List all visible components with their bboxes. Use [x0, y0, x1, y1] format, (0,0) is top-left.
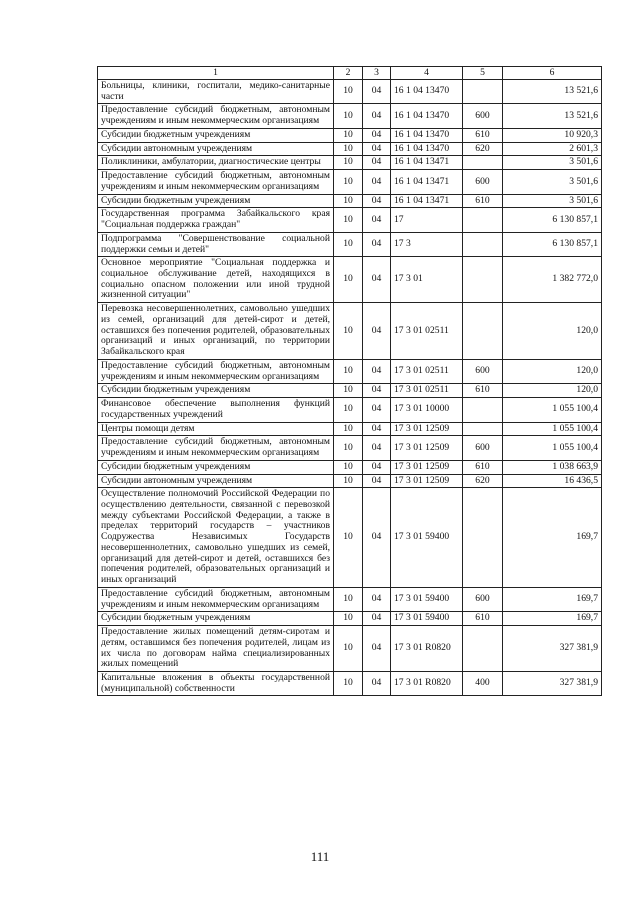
item-name-cell: Государственная программа Забайкальского края "Социальная поддержка граждан" [98, 208, 334, 232]
expense-type-cell [463, 257, 503, 303]
amount-cell: 120,0 [503, 303, 602, 360]
table-row [98, 80, 602, 104]
subsection-cell: 04 [363, 422, 391, 436]
target-article-cell: 17 3 01 12509 [391, 422, 463, 436]
table-row [98, 488, 602, 588]
section-cell: 10 [334, 156, 363, 170]
target-article-cell: 16 1 04 13470 [391, 80, 463, 104]
section-cell: 10 [334, 104, 363, 128]
item-name-cell: Подпрограмма "Совершенствование социальной поддержки семьи и детей" [98, 232, 334, 256]
section-cell: 10 [334, 257, 363, 303]
amount-cell: 3 501,6 [503, 194, 602, 208]
table-row [98, 626, 602, 672]
table-row [98, 384, 602, 398]
item-name-cell: Субсидии бюджетным учреждениям [98, 384, 334, 398]
table-row [98, 142, 602, 156]
expense-type-cell: 610 [463, 384, 503, 398]
expense-type-cell [463, 422, 503, 436]
subsection-cell: 04 [363, 128, 391, 142]
section-cell: 10 [334, 398, 363, 422]
section-cell: 10 [334, 422, 363, 436]
expense-type-cell: 600 [463, 170, 503, 194]
target-article-cell: 16 1 04 13471 [391, 156, 463, 170]
table-row [98, 422, 602, 436]
table-row [98, 474, 602, 488]
item-name-cell: Больницы, клиники, госпитали, медико-санитарные части [98, 80, 334, 104]
amount-cell: 327 381,9 [503, 671, 602, 695]
expense-type-cell [463, 303, 503, 360]
expense-type-cell [463, 488, 503, 588]
expense-type-cell: 600 [463, 359, 503, 383]
subsection-cell: 04 [363, 460, 391, 474]
section-cell: 10 [334, 80, 363, 104]
expense-type-cell [463, 208, 503, 232]
section-cell: 10 [334, 359, 363, 383]
expense-type-cell: 400 [463, 671, 503, 695]
subsection-cell: 04 [363, 80, 391, 104]
item-name-cell: Предоставление субсидий бюджетным, автономным учреждениям и иным некоммерческим организациям [98, 104, 334, 128]
section-cell: 10 [334, 488, 363, 588]
subsection-cell: 04 [363, 170, 391, 194]
target-article-cell: 17 3 01 12509 [391, 436, 463, 460]
expense-type-cell: 600 [463, 436, 503, 460]
section-cell: 10 [334, 474, 363, 488]
subsection-cell: 04 [363, 384, 391, 398]
expense-type-cell: 600 [463, 587, 503, 611]
target-article-cell: 17 3 01 12509 [391, 474, 463, 488]
expense-type-cell [463, 80, 503, 104]
expense-type-cell: 620 [463, 474, 503, 488]
amount-cell: 6 130 857,1 [503, 232, 602, 256]
header-row [98, 67, 602, 80]
subsection-cell: 04 [363, 232, 391, 256]
amount-cell: 169,7 [503, 612, 602, 626]
subsection-cell: 04 [363, 612, 391, 626]
table-row [98, 257, 602, 303]
amount-cell: 2 601,3 [503, 142, 602, 156]
target-article-cell: 17 3 01 [391, 257, 463, 303]
table-row [98, 303, 602, 360]
header-cell: 1 [98, 67, 334, 80]
table-row [98, 612, 602, 626]
item-name-cell: Предоставление субсидий бюджетным, автономным учреждениям и иным некоммерческим организациям [98, 170, 334, 194]
item-name-cell: Осуществление полномочий Российской Федерации по осуществлению деятельности, связанной с перевозкой между субъектами Российской Федерации, а также в пределах территорий государств – участников Содружества Независимых Государств несовершеннолетних, самовольно ушедших из семей, организаций для детей-сирот и детей, оставшихся без попечения родителей, образовательных организаций и иных организаций [98, 488, 334, 588]
table-row [98, 128, 602, 142]
expense-type-cell: 620 [463, 142, 503, 156]
header-cell: 4 [391, 67, 463, 80]
section-cell: 10 [334, 303, 363, 360]
section-cell: 10 [334, 612, 363, 626]
subsection-cell: 04 [363, 671, 391, 695]
item-name-cell: Центры помощи детям [98, 422, 334, 436]
section-cell: 10 [334, 194, 363, 208]
section-cell: 10 [334, 626, 363, 672]
section-cell: 10 [334, 671, 363, 695]
item-name-cell: Субсидии бюджетным учреждениям [98, 128, 334, 142]
expense-type-cell: 610 [463, 128, 503, 142]
subsection-cell: 04 [363, 303, 391, 360]
item-name-cell: Субсидии бюджетным учреждениям [98, 194, 334, 208]
amount-cell: 169,7 [503, 488, 602, 588]
item-name-cell: Предоставление жилых помещений детям-сиротам и детям, оставшимся без попечения родителей, лицам из их числа по договорам найма специализированных жилых помещений [98, 626, 334, 672]
item-name-cell: Финансовое обеспечение выполнения функций государственных учреждений [98, 398, 334, 422]
table-row [98, 208, 602, 232]
item-name-cell: Субсидии бюджетным учреждениям [98, 460, 334, 474]
amount-cell: 1 055 100,4 [503, 422, 602, 436]
amount-cell: 1 382 772,0 [503, 257, 602, 303]
table-body [98, 80, 602, 696]
subsection-cell: 04 [363, 257, 391, 303]
item-name-cell: Субсидии бюджетным учреждениям [98, 612, 334, 626]
target-article-cell: 17 3 01 R0820 [391, 626, 463, 672]
target-article-cell: 17 3 01 59400 [391, 612, 463, 626]
subsection-cell: 04 [363, 104, 391, 128]
header-cell: 6 [503, 67, 602, 80]
header-cell: 2 [334, 67, 363, 80]
amount-cell: 120,0 [503, 359, 602, 383]
item-name-cell: Субсидии автономным учреждениям [98, 142, 334, 156]
table-row [98, 232, 602, 256]
subsection-cell: 04 [363, 156, 391, 170]
amount-cell: 327 381,9 [503, 626, 602, 672]
amount-cell: 13 521,6 [503, 104, 602, 128]
expense-type-cell: 610 [463, 460, 503, 474]
target-article-cell: 16 1 04 13470 [391, 128, 463, 142]
section-cell: 10 [334, 436, 363, 460]
section-cell: 10 [334, 460, 363, 474]
expense-type-cell [463, 232, 503, 256]
section-cell: 10 [334, 384, 363, 398]
header-cell: 5 [463, 67, 503, 80]
table-row [98, 671, 602, 695]
expense-type-cell [463, 626, 503, 672]
item-name-cell: Предоставление субсидий бюджетным, автономным учреждениям и иным некоммерческим организациям [98, 359, 334, 383]
expense-type-cell: 600 [463, 104, 503, 128]
section-cell: 10 [334, 232, 363, 256]
section-cell: 10 [334, 208, 363, 232]
amount-cell: 1 038 663,9 [503, 460, 602, 474]
target-article-cell: 17 3 01 02511 [391, 359, 463, 383]
section-cell: 10 [334, 142, 363, 156]
subsection-cell: 04 [363, 474, 391, 488]
table-row [98, 156, 602, 170]
subsection-cell: 04 [363, 142, 391, 156]
table-row [98, 359, 602, 383]
amount-cell: 120,0 [503, 384, 602, 398]
amount-cell: 13 521,6 [503, 80, 602, 104]
amount-cell: 10 920,3 [503, 128, 602, 142]
item-name-cell: Предоставление субсидий бюджетным, автономным учреждениям и иным некоммерческим организациям [98, 587, 334, 611]
target-article-cell: 17 3 01 59400 [391, 587, 463, 611]
section-cell: 10 [334, 128, 363, 142]
budget-table [97, 66, 602, 696]
amount-cell: 3 501,6 [503, 156, 602, 170]
amount-cell: 169,7 [503, 587, 602, 611]
target-article-cell: 17 3 [391, 232, 463, 256]
target-article-cell: 16 1 04 13470 [391, 142, 463, 156]
table-row [98, 104, 602, 128]
target-article-cell: 17 3 01 02511 [391, 303, 463, 360]
target-article-cell: 16 1 04 13470 [391, 104, 463, 128]
expense-type-cell [463, 156, 503, 170]
section-cell: 10 [334, 587, 363, 611]
table-row [98, 194, 602, 208]
amount-cell: 6 130 857,1 [503, 208, 602, 232]
table-row [98, 436, 602, 460]
target-article-cell: 16 1 04 13471 [391, 194, 463, 208]
target-article-cell: 17 3 01 02511 [391, 384, 463, 398]
table-row [98, 170, 602, 194]
target-article-cell: 17 [391, 208, 463, 232]
amount-cell: 16 436,5 [503, 474, 602, 488]
page-number: 111 [310, 849, 330, 864]
subsection-cell: 04 [363, 398, 391, 422]
table-row [98, 587, 602, 611]
subsection-cell: 04 [363, 208, 391, 232]
amount-cell: 1 055 100,4 [503, 398, 602, 422]
subsection-cell: 04 [363, 359, 391, 383]
subsection-cell: 04 [363, 626, 391, 672]
item-name-cell: Перевозка несовершеннолетних, самовольно ушедших из семей, организаций для детей-сирот и детей, оставшихся без попечения родителей, образовательных организаций и иных организаций, по территории Забайкальского края [98, 303, 334, 360]
subsection-cell: 04 [363, 436, 391, 460]
target-article-cell: 17 3 01 12509 [391, 460, 463, 474]
item-name-cell: Поликлиники, амбулатории, диагностические центры [98, 156, 334, 170]
expense-type-cell: 610 [463, 612, 503, 626]
expense-type-cell: 610 [463, 194, 503, 208]
header-cell: 3 [363, 67, 391, 80]
section-cell: 10 [334, 170, 363, 194]
expense-type-cell [463, 398, 503, 422]
target-article-cell: 17 3 01 10000 [391, 398, 463, 422]
item-name-cell: Основное мероприятие "Социальная поддержка и социальное обслуживание детей, находящихся в социально опасном положении или иной трудной жизненной ситуации" [98, 257, 334, 303]
item-name-cell: Предоставление субсидий бюджетным, автономным учреждениям и иным некоммерческим организациям [98, 436, 334, 460]
subsection-cell: 04 [363, 488, 391, 588]
target-article-cell: 16 1 04 13471 [391, 170, 463, 194]
item-name-cell: Субсидии автономным учреждениям [98, 474, 334, 488]
subsection-cell: 04 [363, 587, 391, 611]
table-row [98, 460, 602, 474]
item-name-cell: Капитальные вложения в объекты государственной (муниципальной) собственности [98, 671, 334, 695]
target-article-cell: 17 3 01 59400 [391, 488, 463, 588]
subsection-cell: 04 [363, 194, 391, 208]
amount-cell: 1 055 100,4 [503, 436, 602, 460]
amount-cell: 3 501,6 [503, 170, 602, 194]
target-article-cell: 17 3 01 R0820 [391, 671, 463, 695]
table-row [98, 398, 602, 422]
